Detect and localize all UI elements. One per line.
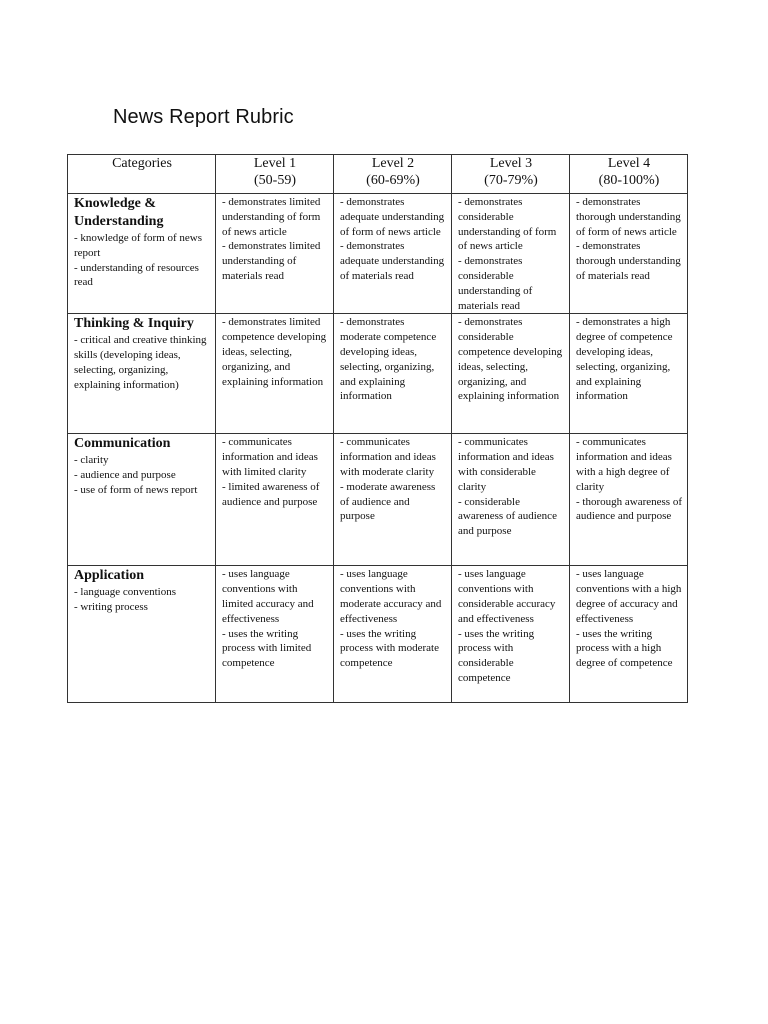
descriptor: - demonstrates thorough understanding of materials read — [576, 240, 681, 282]
level-range: (60-69%) — [366, 173, 420, 188]
category-cell — [68, 194, 216, 314]
descriptor: - uses language conventions with limited accuracy and effectiveness — [222, 568, 314, 625]
descriptor: - demonstrates limited understanding of materials read — [222, 240, 321, 282]
category-criterion: - language conventions — [74, 586, 177, 599]
descriptor: - uses language conventions with a high degree of accuracy and effectiveness — [576, 568, 682, 625]
descriptor: - communicates information and ideas with moderate clarity — [340, 436, 436, 478]
descriptor: - uses the writing process with considerable competence — [458, 627, 535, 684]
rubric-table — [67, 154, 688, 703]
category-criterion: - use of form of news report — [74, 483, 198, 496]
descriptor: - uses the writing process with limited competence — [222, 627, 312, 670]
level-1-cell — [216, 434, 334, 566]
level-range: (70-79%) — [484, 173, 538, 188]
category-name: Communication — [74, 436, 171, 452]
level-4-cell — [570, 566, 688, 703]
descriptor: - moderate awareness of audience and purpose — [340, 480, 436, 523]
descriptor: - demonstrates a high degree of competence developing ideas, selecting, organizing, and explaining information — [576, 316, 673, 403]
level-4-cell — [570, 434, 688, 566]
level-range: (80-100%) — [598, 173, 660, 188]
category-cell — [68, 434, 216, 566]
descriptor: - demonstrates adequate understanding of materials read — [340, 240, 445, 282]
descriptor: - demonstrates moderate competence developing ideas, selecting, organizing, and explaining information — [340, 316, 437, 403]
level-2-cell — [334, 314, 452, 434]
level-2-cell — [334, 566, 452, 703]
descriptor: - communicates information and ideas with considerable clarity — [458, 436, 554, 493]
descriptor: - demonstrates limited understanding of form of news article — [222, 196, 321, 238]
level-name: Level 3 — [489, 156, 533, 171]
level-1-cell — [216, 566, 334, 703]
descriptor: - demonstrates considerable competence developing ideas, selecting, organizing, and explaining information — [458, 316, 563, 403]
category-cell — [68, 314, 216, 434]
category-cell — [68, 566, 216, 703]
level-name: Level 1 — [253, 156, 297, 171]
descriptor: - demonstrates limited competence developing ideas, selecting, organizing, and explaining information — [222, 316, 327, 388]
level-4-cell — [570, 194, 688, 314]
descriptor: - demonstrates considerable understanding of form of news article — [458, 196, 557, 253]
category-criterion: - critical and creative thinking skills (developing ideas, selecting, organizing, explaining information) — [74, 334, 207, 391]
descriptor: - communicates information and ideas with a high degree of clarity — [576, 436, 672, 493]
level-1-cell — [216, 194, 334, 314]
level-3-cell — [452, 566, 570, 703]
category-criterion: - writing process — [74, 601, 148, 614]
header-categories-label: Categories — [112, 156, 172, 171]
category-criterion: - understanding of resources read — [74, 261, 199, 289]
level-2-cell — [334, 434, 452, 566]
level-3-cell — [452, 434, 570, 566]
table-row — [68, 566, 688, 703]
level-1-cell — [216, 314, 334, 434]
header-categories — [68, 155, 216, 194]
header-level-4 — [570, 155, 688, 194]
level-2-cell — [334, 194, 452, 314]
table-row — [68, 314, 688, 434]
descriptor: - thorough awareness of audience and purpose — [576, 495, 682, 523]
page-title: News Report Rubric — [113, 106, 294, 128]
level-4-cell — [570, 314, 688, 434]
header-level-1 — [216, 155, 334, 194]
level-range: (50-59) — [254, 173, 296, 188]
table-row — [68, 194, 688, 314]
category-name: Thinking & Inquiry — [74, 316, 194, 332]
descriptor: - demonstrates adequate understanding of form of news article — [340, 196, 445, 238]
category-criterion: - clarity — [74, 454, 109, 467]
descriptor: - communicates information and ideas with limited clarity — [222, 436, 318, 478]
category-criterion: - knowledge of form of news report — [74, 232, 202, 259]
descriptor: - uses the writing process with moderate competence — [340, 627, 439, 670]
level-name: Level 2 — [371, 156, 415, 171]
descriptor: - uses language conventions with moderate accuracy and effectiveness — [340, 568, 442, 625]
category-name: Knowledge & Understanding — [74, 196, 164, 229]
category-name: Application — [74, 568, 145, 584]
table-row — [68, 434, 688, 566]
header-row — [68, 155, 688, 194]
descriptor: - considerable awareness of audience and purpose — [458, 495, 557, 538]
category-criterion: - audience and purpose — [74, 469, 176, 482]
descriptor: - limited awareness of audience and purpose — [222, 480, 320, 508]
descriptor: - demonstrates considerable understanding of materials read — [458, 255, 533, 312]
header-level-3 — [452, 155, 570, 194]
header-level-2 — [334, 155, 452, 194]
descriptor: - uses the writing process with a high degree of competence — [576, 627, 673, 670]
level-3-cell — [452, 314, 570, 434]
level-3-cell — [452, 194, 570, 314]
descriptor: - demonstrates thorough understanding of form of news article — [576, 196, 681, 238]
level-name: Level 4 — [607, 156, 651, 171]
descriptor: - uses language conventions with considerable accuracy and effectiveness — [458, 568, 556, 625]
